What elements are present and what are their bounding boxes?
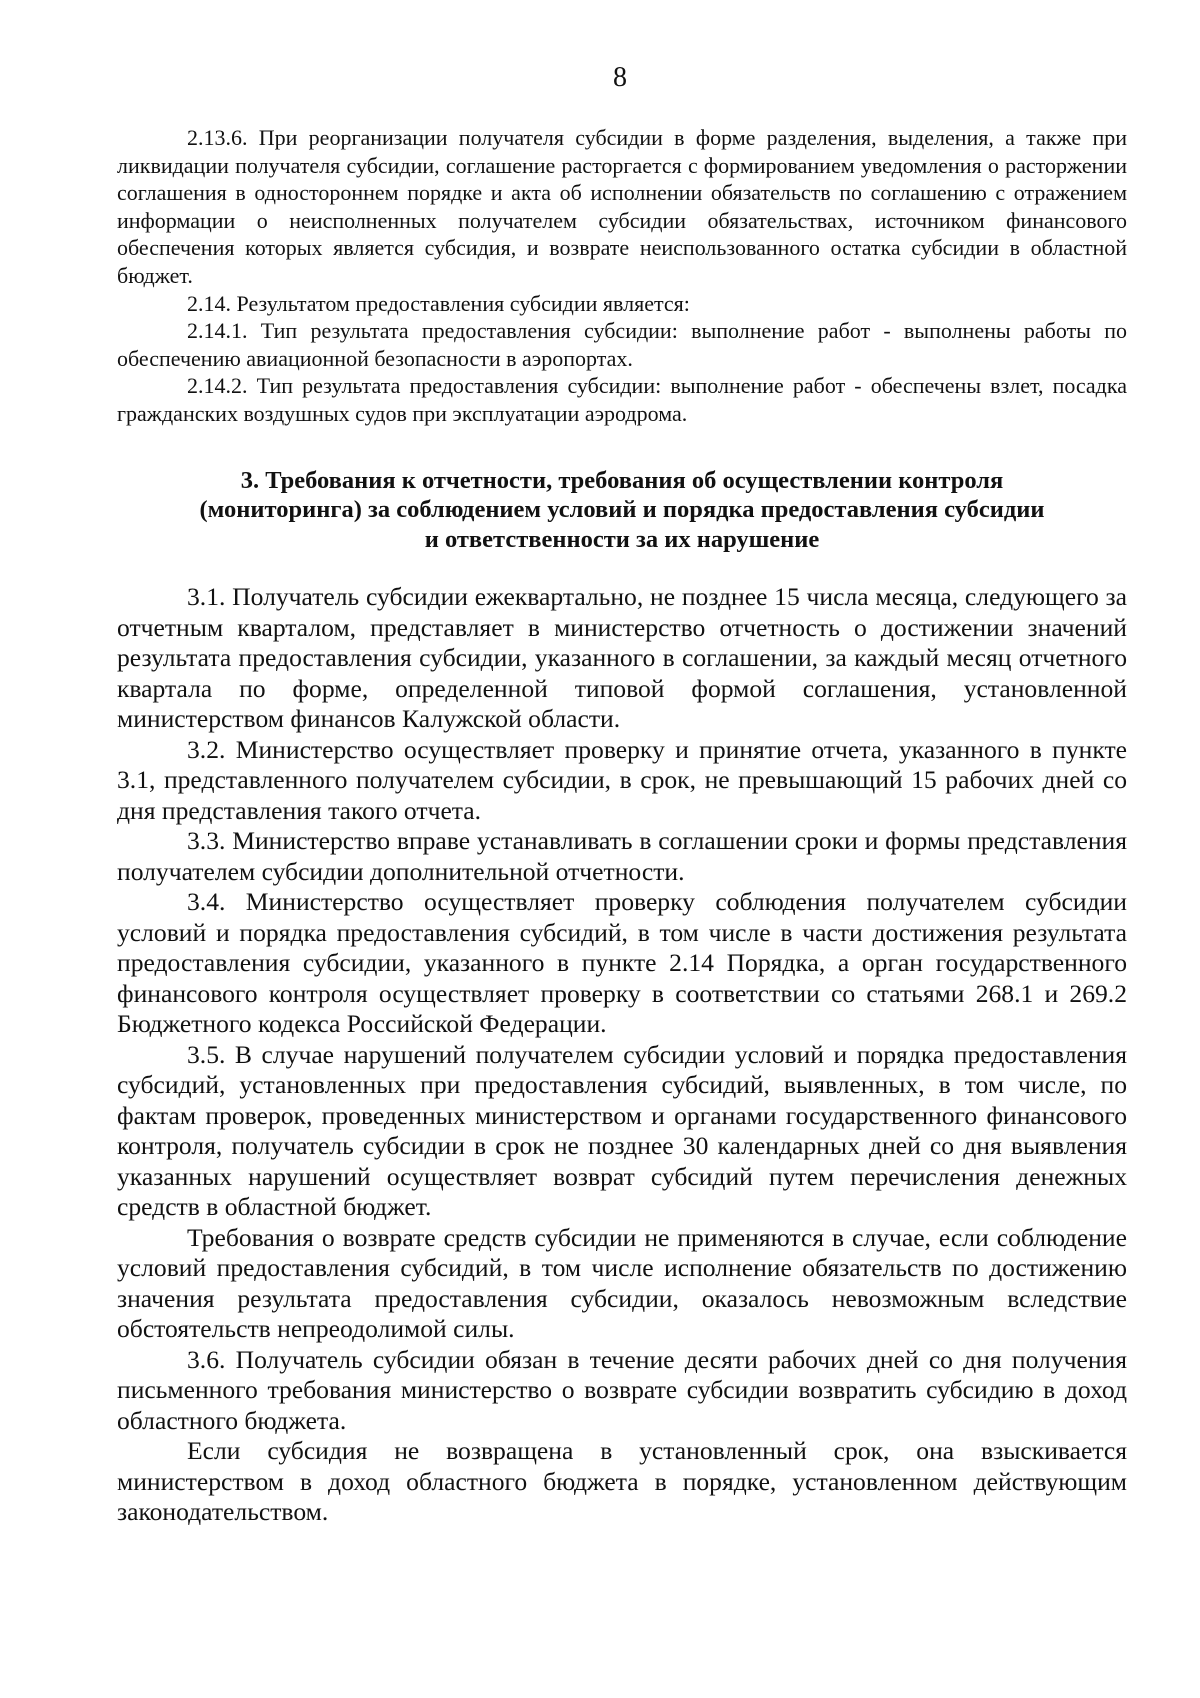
clause-3-2: 3.2. Министерство осуществляет проверку и принятие отчета, указанного в пункте 3.1, представленного получателем субсидии, в срок, не превышающий 15 рабочих дней со дня представления такого отчета. [117, 734, 1127, 825]
clause-3-3: 3.3. Министерство вправе устанавливать в соглашении сроки и формы представления получателем субсидии дополнительной отчетности. [117, 826, 1127, 886]
clause-3-6: 3.6. Получатель субсидии обязан в течение десяти рабочих дней со дня получения письменного требования министерство о возврате субсидии возвратить субсидию в доход областного бюджета. [117, 1344, 1127, 1435]
section-3-heading [137, 466, 1107, 555]
document-body [117, 124, 1127, 1528]
clause-2-13-6: 2.13.6. При реорганизации получателя субсидии в форме разделения, выделения, а также при ликвидации получателя субсидии, соглашение расторгается с формированием уведомления о расторжении соглашения в одностороннем порядке и акта об исполнении обязательств по соглашению с отражением информации о неисполненных получателем субсидии обязательствах, источником финансового обеспечения которых является субсидия, и возврате неиспользованного остатка субсидии в областной бюджет. [117, 125, 1127, 288]
section-3-heading-line: (мониторинга) за соблюдением условий и порядка предоставления субсидии [199, 496, 1045, 524]
clause-3-5-exception: Требования о возврате средств субсидии не применяются в случае, если соблюдение условий предоставления субсидий, в том числе исполнение обязательств по достижению значения результата предоставления субсидии, оказалось невозможным вследствие обстоятельств непреодолимой силы. [117, 1222, 1127, 1344]
section-3-heading-line: и ответственности за их нарушение [424, 525, 820, 553]
page-number: 8 [613, 62, 627, 93]
clause-2-14: 2.14. Результатом предоставления субсидии является: [187, 290, 690, 316]
clause-2-14-2: 2.14.2. Тип результата предоставления субсидии: выполнение работ - обеспечены взлет, посадка гражданских воздушных судов при эксплуатации аэродрома. [117, 373, 1127, 426]
clause-3-4: 3.4. Министерство осуществляет проверку соблюдения получателем субсидии условий и порядка предоставления субсидий, в том числе в части достижения результата предоставления субсидии, указанного в пункте 2.14 Порядка, а орган государственного финансового контроля осуществляет проверку в соответствии со статьями 268.1 и 269.2 Бюджетного кодекса Российской Федерации. [117, 887, 1127, 1039]
clause-3-6-recovery: Если субсидия не возвращена в установленный срок, она взыскивается министерством в доход областного бюджета в порядке, установленном действующим законодательством. [117, 1436, 1127, 1527]
section-3-heading-line: 3. Требования к отчетности, требования об осуществлении контроля [240, 466, 1004, 494]
clause-3-1: 3.1. Получатель субсидии ежеквартально, не позднее 15 числа месяца, следующего за отчетным кварталом, представляет в министерство отчетность о достижении значений результата предоставления субсидии, указанного в соглашении, за каждый месяц отчетного квартала по форме, определенной типовой формой соглашения, установленной министерством финансов Калужской области. [117, 582, 1127, 734]
clause-3-5: 3.5. В случае нарушений получателем субсидии условий и порядка предоставления субсидий, установленных при предоставления субсидий, выявленных, в том числе, по фактам проверок, проведенных министерством и органами государственного финансового контроля, получатель субсидии в срок не позднее 30 календарных дней со дня выявления указанных нарушений осуществляет возврат субсидий путем перечисления денежных средств в областной бюджет. [117, 1039, 1127, 1222]
clause-2-14-1: 2.14.1. Тип результата предоставления субсидии: выполнение работ - выполнены работы по обеспечению авиационной безопасности в аэропортах. [117, 318, 1127, 371]
